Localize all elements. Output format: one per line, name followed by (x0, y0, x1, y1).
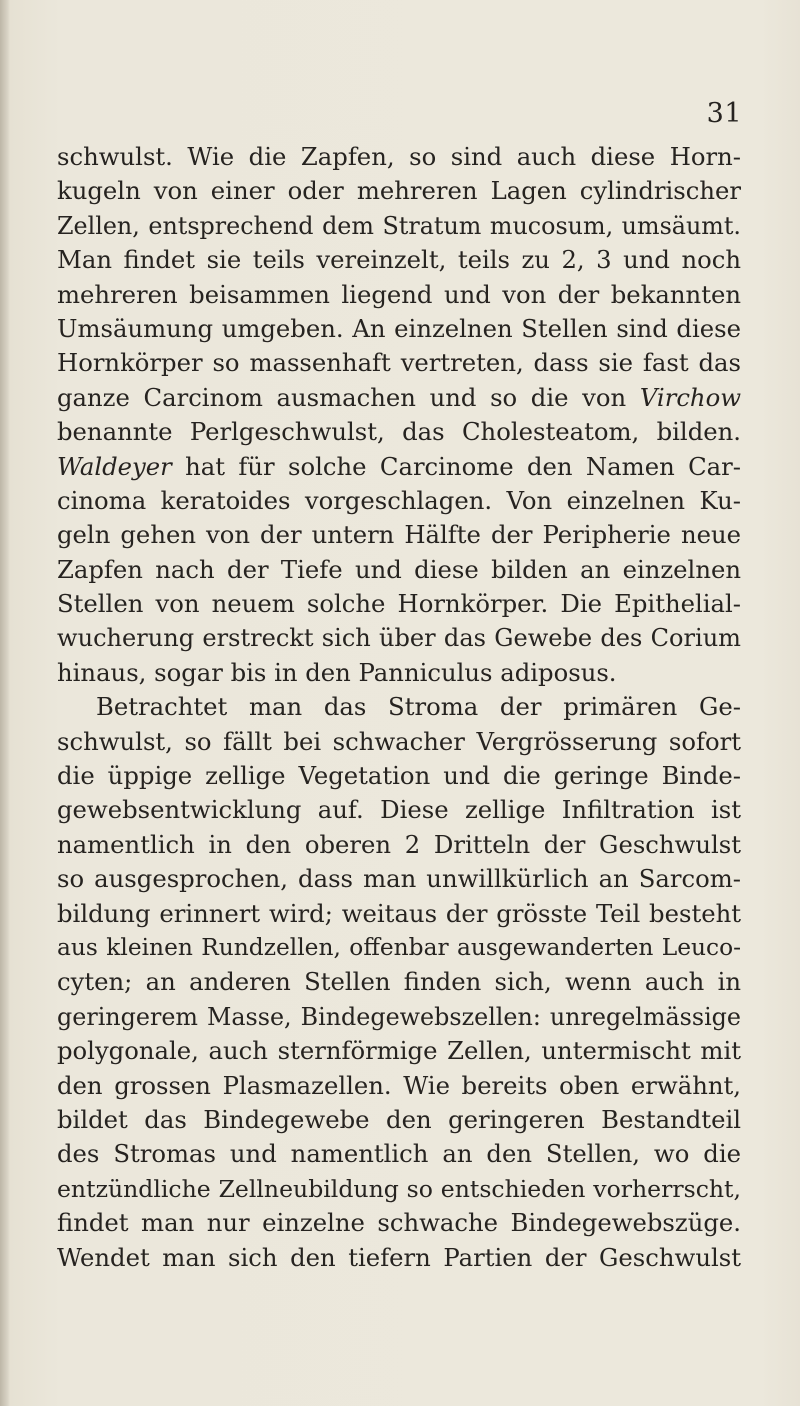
text-line: Umsäumung umgeben. An einzelnen Stellen sind diese (57, 313, 741, 343)
text-line: kugeln von einer oder mehreren Lagen cylindrischer (57, 176, 741, 206)
text-line: aus kleinen Rundzellen, offenbar ausgewanderten Leuco- (57, 933, 741, 961)
text-line: geringerem Masse, Bindegewebszellen: unregelmässige (57, 1002, 741, 1031)
text-line: schwulst. Wie die Zapfen, so sind auch diese Horn- (57, 142, 741, 171)
body-text (57, 140, 741, 1275)
text-line: cinoma keratoides vorgeschlagen. Von einzelnen Ku- (57, 485, 741, 515)
text-line: polygonale, auch sternförmige Zellen, untermischt mit (57, 1036, 741, 1066)
text-line: gewebsentwicklung auf. Diese zellige Infiltration ist (57, 795, 741, 825)
text-line: so ausgesprochen, dass man unwillkürlich an Sarcom- (57, 864, 741, 894)
text-line: die üppige zellige Vegetation und die geringe Binde- (57, 761, 741, 791)
text-line: hinaus, sogar bis in den Panniculus adiposus. (57, 657, 617, 687)
author-name-virchow: Virchow (639, 382, 741, 412)
text-line: Stellen von neuem solche Hornkörper. Die Epithelial- (57, 589, 741, 619)
page-number: 31 (706, 98, 742, 129)
text-line: Betrachtet man das Stroma der primären Ge- (96, 692, 741, 722)
text-line: des Stromas und namentlich an den Stellen, wo die (57, 1139, 741, 1169)
text-line: Hornkörper so massenhaft vertreten, dass sie fast das (57, 348, 741, 378)
text-line: bildung erinnert wird; weitaus der grösste Teil besteht (57, 898, 741, 928)
text-line: entzündliche Zellneubildung so entschieden vorherrscht, (57, 1174, 741, 1203)
author-name-waldeyer: Waldeyer (57, 451, 172, 481)
text-line: Zellen, entsprechend dem Stratum mucosum, umsäumt. (57, 211, 741, 240)
text-line: cyten; an anderen Stellen finden sich, wenn auch in (57, 967, 741, 997)
text-line: mehreren beisammen liegend und von der bekannten (57, 279, 741, 309)
text-line: Man findet sie teils vereinzelt, teils zu 2, 3 und noch (57, 245, 741, 275)
text-line: Zapfen nach der Tiefe und diese bilden an einzelnen (57, 554, 741, 584)
text-line: schwulst, so fällt bei schwacher Vergrösserung sofort (57, 726, 741, 756)
text-line: den grossen Plasmazellen. Wie bereits oben erwähnt, (57, 1070, 741, 1100)
text-line: findet man nur einzelne schwache Bindegewebszüge. (57, 1208, 741, 1238)
text-line: Waldeyer hat für solche Carcinome den Namen Car- (57, 451, 741, 481)
text-line: geln gehen von der untern Hälfte der Peripherie neue (57, 520, 741, 550)
text-line: namentlich in den oberen 2 Dritteln der Geschwulst (57, 829, 741, 859)
binding-edge (0, 0, 10, 1406)
text-line: wucherung erstreckt sich über das Gewebe des Corium (57, 624, 741, 653)
text-line: ganze Carcinom ausmachen und so die von Virchow (57, 382, 741, 412)
text-line: bildet das Bindegewebe den geringeren Bestandteil (57, 1104, 741, 1134)
text-line: Wendet man sich den tiefern Partien der Geschwulst (57, 1242, 741, 1272)
text-line: benannte Perlgeschwulst, das Cholesteatom, bilden. (57, 417, 741, 447)
